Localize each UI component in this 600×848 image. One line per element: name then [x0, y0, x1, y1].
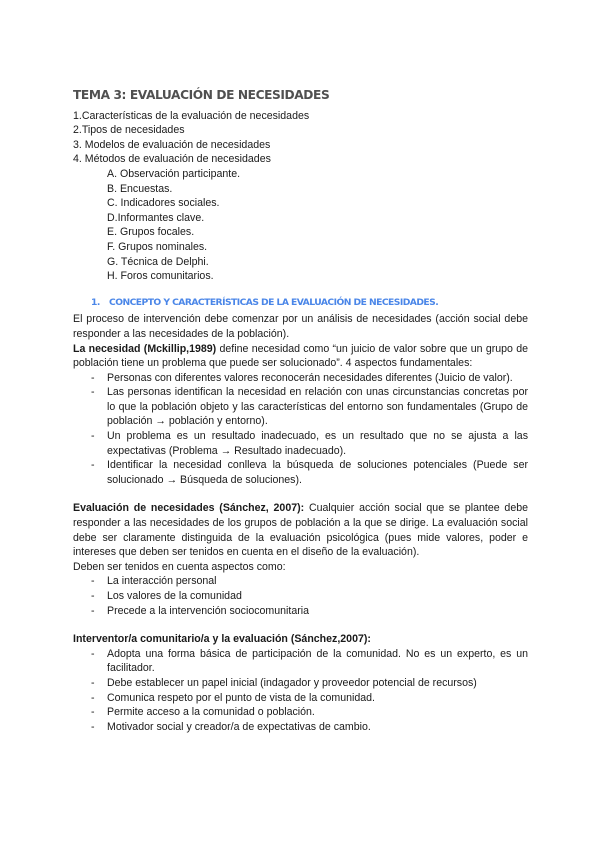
evaluation-text: Cualquier acción social que se plantee debe responder a las necesidades de los grupos de población a la que se dirige. La evaluación social debe ser claramente distinguida de la evaluación psicológica (pues mide valores, poder e intereses que deben ser tenidos en cuenta en el diseño de la evaluación).	[73, 502, 528, 559]
list-item: - Un problema es un resultado inadecuado, es un resultado que no se ajusta a las expectativas (Problema → Resultado inadecuado).	[107, 429, 528, 458]
toc-item: 2.Tipos de necesidades	[73, 124, 185, 137]
toc-method-item: G. Técnica de Delphi.	[107, 255, 209, 268]
list-item: - Los valores de la comunidad	[107, 589, 528, 604]
toc-item: 4. Métodos de evaluación de necesidades	[73, 153, 271, 166]
list-item: - Permite acceso a la comunidad o población.	[107, 705, 528, 720]
list-item: - Identificar la necesidad conlleva la búsqueda de soluciones potenciales (Puede ser solucionado → Búsqueda de soluciones).	[107, 458, 528, 487]
page-title: TEMA 3: EVALUACIÓN DE NECESIDADES	[73, 88, 330, 102]
section-number: 1.	[91, 296, 100, 308]
spacer	[73, 487, 528, 501]
toc-method-item: D.Informantes clave.	[107, 211, 205, 224]
toc-method-item: C. Indicadores sociales.	[107, 197, 220, 210]
toc-method-item: E. Grupos focales.	[107, 226, 195, 239]
toc-method-item: B. Encuestas.	[107, 182, 173, 195]
list-item: - Las personas identifican la necesidad en relación con unas circunstancias concretas por lo que la población objeto y las características del entorno son fundamentales (Grupo de población → población y entorno).	[107, 385, 528, 429]
need-label: La necesidad (Mckillip,1989)	[73, 342, 217, 355]
section-intro: El proceso de intervención debe comenzar por un análisis de necesidades (acción social debe responder a las necesidades de la población).	[73, 313, 528, 340]
need-aspects-list	[73, 371, 528, 488]
evaluation-label: Evaluación de necesidades (Sánchez, 2007):	[73, 502, 305, 515]
document-page	[73, 88, 528, 734]
interventor-list	[73, 647, 528, 735]
table-of-contents	[73, 109, 528, 284]
evaluation-aspects-list	[73, 574, 528, 618]
evaluation-paragraph	[73, 501, 528, 559]
toc-method-item: A. Observación participante.	[107, 167, 241, 180]
section-heading	[73, 296, 528, 311]
list-item: - Precede a la intervención sociocomunitaria	[107, 604, 528, 619]
toc-method-item: H. Foros comunitarios.	[107, 270, 214, 283]
list-item: - Personas con diferentes valores reconocerán necesidades diferentes (Juicio de valor).	[107, 371, 528, 386]
toc-item: 1.Características de la evaluación de necesidades	[73, 109, 310, 122]
section-heading-text: CONCEPTO Y CARACTERÍSTICAS DE LA EVALUACIÓN DE NECESIDADES.	[109, 296, 439, 308]
evaluation-aspects-intro: Deben ser tenidos en cuenta aspectos como:	[73, 560, 286, 573]
list-item: - Debe establecer un papel inicial (indagador y proveedor potencial de recursos)	[107, 676, 528, 691]
list-item: - Comunica respeto por el punto de vista de la comunidad.	[107, 691, 528, 706]
list-item: - Adopta una forma básica de participación de la comunidad. No es un experto, es un facilitador.	[107, 647, 528, 676]
list-item: - Motivador social y creador/a de expectativas de cambio.	[107, 720, 528, 735]
interventor-heading: Interventor/a comunitario/a y la evaluación (Sánchez,2007):	[73, 633, 371, 646]
need-text: define necesidad como “un juicio de valor sobre que un grupo de población tiene un problema que puede ser solucionado”. 4 aspectos fundamentales:	[73, 342, 529, 370]
need-definition	[73, 342, 528, 371]
toc-item: 3. Modelos de evaluación de necesidades	[73, 138, 271, 151]
toc-method-item: F. Grupos nominales.	[107, 240, 208, 253]
spacer	[73, 618, 528, 632]
list-item: - La interacción personal	[107, 574, 528, 589]
